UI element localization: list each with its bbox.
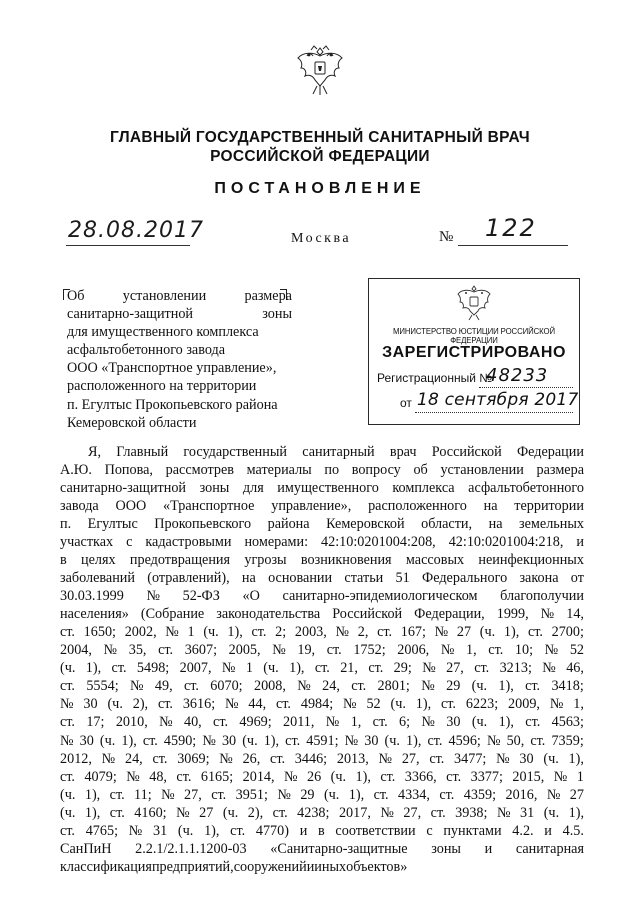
- stamp-reg-date: 18 сентября 2017: [417, 390, 579, 410]
- subject-line: для имущественного комплекса: [67, 324, 259, 341]
- body-line: ст. 4079; № 48, ст. 6165; 2014, № 26 (ч. 1), ст. 3366, ст. 3377; 2015, № 1: [60, 768, 584, 785]
- document-body: [60, 443, 584, 876]
- issuing-authority: [0, 128, 640, 166]
- authority-line-1: ГЛАВНЫЙ ГОСУДАРСТВЕННЫЙ САНИТАРНЫЙ ВРАЧ: [110, 129, 530, 146]
- body-line: (ч. 1), ст. 5498; 2007, № 1 (ч. 1), ст. 21, ст. 29; № 27, ст. 3213; № 46,: [60, 660, 584, 677]
- document-type: ПОСТАНОВЛЕНИЕ: [214, 180, 426, 197]
- stamp-from-label: от: [400, 396, 412, 410]
- city: Москва: [291, 231, 352, 246]
- body-line: завода ООО «Транспортное управление», расположенного на территории: [60, 498, 584, 515]
- body-line: населения» (Собрание законодательства Российской Федерации, 1999, № 14,: [60, 606, 584, 623]
- body-line: СанПиН 2.2.1/2.1.1.1200-03 «Санитарно-защитные зоны и санитарная: [60, 840, 584, 857]
- body-line: 30.03.1999 № 52-ФЗ «О санитарно-эпидемиологическом благополучии: [60, 588, 584, 605]
- body-line: № 30 (ч. 1), ст. 4590; № 30 (ч. 1), ст. 4591; № 30 (ч. 1), ст. 4596; № 50, ст. 7359;: [60, 732, 584, 749]
- body-line: Я, Главный государственный санитарный врач Российской Федерации: [88, 444, 584, 460]
- subject-line: расположенного на территории: [67, 378, 257, 395]
- body-line: ст. 5554; № 49, ст. 6070; 2008, № 24, ст. 2801; № 29 (ч. 1), ст. 3418;: [60, 678, 584, 695]
- body-line: 2004, № 35, ст. 3607; 2005, № 19, ст. 1752; 2006, № 1, ст. 10; № 52: [60, 642, 584, 659]
- subject-line: п. Егултыс Прокопьевского района: [67, 396, 278, 413]
- body-line: А.Ю. Попова, рассмотрев материалы по вопросу об установлении размера: [60, 462, 584, 479]
- document-number: 122: [485, 214, 537, 242]
- date-underline: [66, 245, 190, 246]
- document-date: 28.08.2017: [68, 218, 204, 243]
- document-subject: [67, 287, 292, 432]
- stamp-status: ЗАРЕГИСТРИРОВАНО: [382, 344, 566, 361]
- body-line: п. Егултыс Прокопьевского района Кемеровской области, на земельных: [60, 516, 584, 533]
- subject-line: Кемеровской области: [67, 414, 197, 431]
- number-sign: №: [439, 229, 454, 245]
- stamp-reg-line: [479, 387, 573, 388]
- stamp-date-line: [415, 412, 573, 413]
- body-line: № 30 (ч. 2), ст. 3616; № 44, ст. 4984; № 52 (ч. 1), ст. 6223; 2009, № 1,: [60, 696, 584, 713]
- number-underline: [458, 245, 568, 246]
- stamp-ministry: МИНИСТЕРСТВО ЮСТИЦИИ РОССИЙСКОЙ ФЕДЕРАЦИИ: [393, 327, 555, 345]
- subject-line: Об установлении размера: [67, 288, 292, 304]
- body-line: ст. 1650; 2002, № 1 (ч. 1), ст. 2; 2003, № 2, ст. 167; № 27 (ч. 1), ст. 2700;: [60, 624, 584, 641]
- body-line: заболеваний (отравлений), на основании статьи 51 Федерального закона от: [60, 570, 584, 587]
- subject-line: санитарно-защитной зоны: [67, 306, 292, 323]
- state-emblem-icon: [295, 42, 345, 98]
- subject-line: асфальтобетонного завода: [67, 342, 226, 359]
- body-line: ст. 17; 2010, № 40, ст. 4969; 2011, № 1, ст. 6; № 30 (ч. 1), ст. 4563;: [60, 714, 584, 731]
- stamp-reg-number: 48233: [486, 365, 549, 386]
- subject-line: ООО «Транспортное управление»,: [67, 360, 277, 377]
- stamp-emblem-icon: [455, 282, 493, 322]
- body-line: ст. 4765; № 31 (ч. 1), ст. 4770) и в соответствии с пунктами 4.2. и 4.5.: [60, 822, 584, 839]
- body-line: (ч. 1), ст. 4160; № 27 (ч. 2), ст. 4238; 2017, № 27, ст. 3938; № 31 (ч. 1),: [60, 804, 584, 821]
- body-line: санитарно-защитной зоны для имущественного комплекса асфальтобетонного: [60, 480, 584, 497]
- body-line: 2012, № 24, ст. 3069; № 26, ст. 3446; 2013, № 27, ст. 3477; № 30 (ч. 1),: [60, 750, 584, 767]
- authority-line-2: РОССИЙСКОЙ ФЕДЕРАЦИИ: [210, 148, 430, 165]
- body-line: (ч. 1), ст. 11; № 27, ст. 3951; № 29 (ч. 1), ст. 4334, ст. 4359; 2016, № 27: [60, 786, 584, 803]
- registration-stamp: [368, 278, 580, 425]
- stamp-reg-label: Регистрационный №: [377, 371, 493, 385]
- body-line: участках с кадастровыми номерами: 42:10:0201004:208, 42:10:0201004:218, и: [60, 534, 584, 551]
- body-line: в целях предотвращения угрозы возникновения массовых неинфекционных: [60, 552, 584, 569]
- body-line: классификация предприятий, сооружений и иных объектов»: [60, 858, 408, 875]
